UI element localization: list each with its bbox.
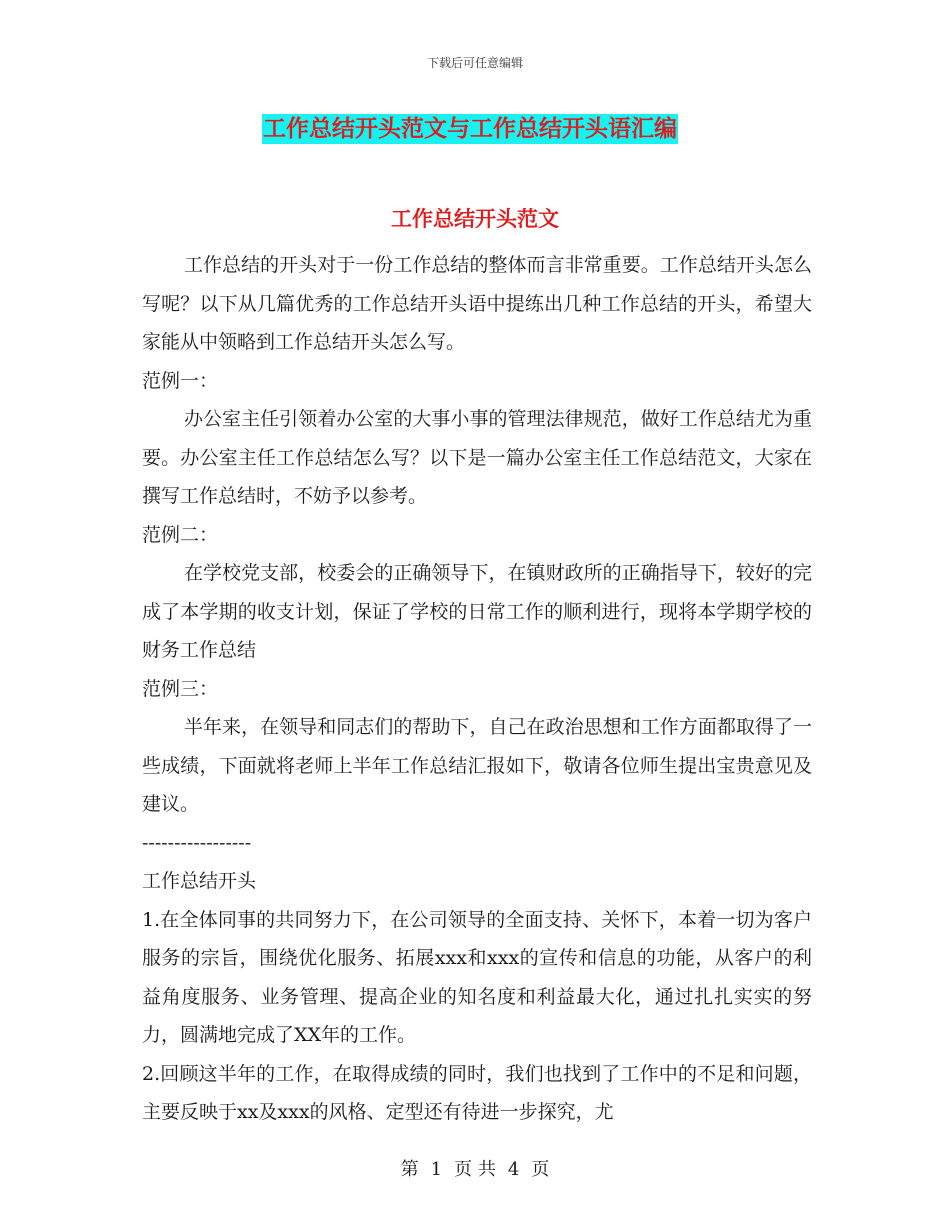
footer-suffix: 页 — [531, 1159, 550, 1180]
example-2-label: 范例二： — [142, 523, 219, 546]
footer-page-number: 1 — [430, 1159, 443, 1180]
list-item-1: 1.在全体同事的共同努力下，在公司领导的全面支持、关怀下，本着一切为客户服务的宗旨，围绕优化服务、拓展xxx和xxx的宣传和信息的功能，从客户的利益角度服务、业务管理、提高企业的知名度和利益最大化，通过扎扎实实的努力，圆满地完成了XX年的工作。 — [142, 908, 812, 1046]
section-title: 工作总结开头范文 — [391, 207, 559, 231]
document-body — [142, 246, 812, 1132]
example-1-paragraph: 办公室主任引领着办公室的大事小事的管理法律规范，做好工作总结尤为重要。办公室主任工作总结怎么写？以下是一篇办公室主任工作总结范文，大家在撰写工作总结时，不妨予以参考。 — [142, 408, 812, 507]
subheading: 工作总结开头 — [142, 870, 257, 892]
intro-paragraph: 工作总结的开头对于一份工作总结的整体而言非常重要。工作总结开头怎么写呢？以下从几篇优秀的工作总结开头语中提练出几种工作总结的开头，希望大家能从中领略到工作总结开头怎么写。 — [142, 254, 812, 353]
example-1-label: 范例一： — [142, 369, 219, 392]
footer-middle: 页 共 — [454, 1159, 496, 1180]
example-3-paragraph: 半年来，在领导和同志们的帮助下，自己在政治思想和工作方面都取得了一些成绩，下面就将老师上半年工作总结汇报如下，敬请各位师生提出宝贵意见及建议。 — [142, 716, 812, 815]
footer-total-pages: 4 — [507, 1159, 520, 1180]
document-title: 工作总结开头范文与工作总结开头语汇编 — [263, 116, 677, 142]
divider-line: ----------------- — [142, 831, 252, 854]
list-item-2: 2.回顾这半年的工作，在取得成绩的同时，我们也找到了工作中的不足和问题，主要反映于xx及xxx的风格、定型还有待进一步探究，尤 — [142, 1062, 812, 1123]
page-footer — [0, 1155, 950, 1181]
example-2-paragraph: 在学校党支部，校委会的正确领导下，在镇财政所的正确指导下，较好的完成了本学期的收支计划，保证了学校的日常工作的顺利进行，现将本学期学校的财务工作总结 — [142, 562, 812, 661]
footer-prefix: 第 — [400, 1159, 419, 1180]
header-note: 下载后可任意编辑 — [426, 56, 523, 70]
example-3-label: 范例三： — [142, 677, 219, 700]
